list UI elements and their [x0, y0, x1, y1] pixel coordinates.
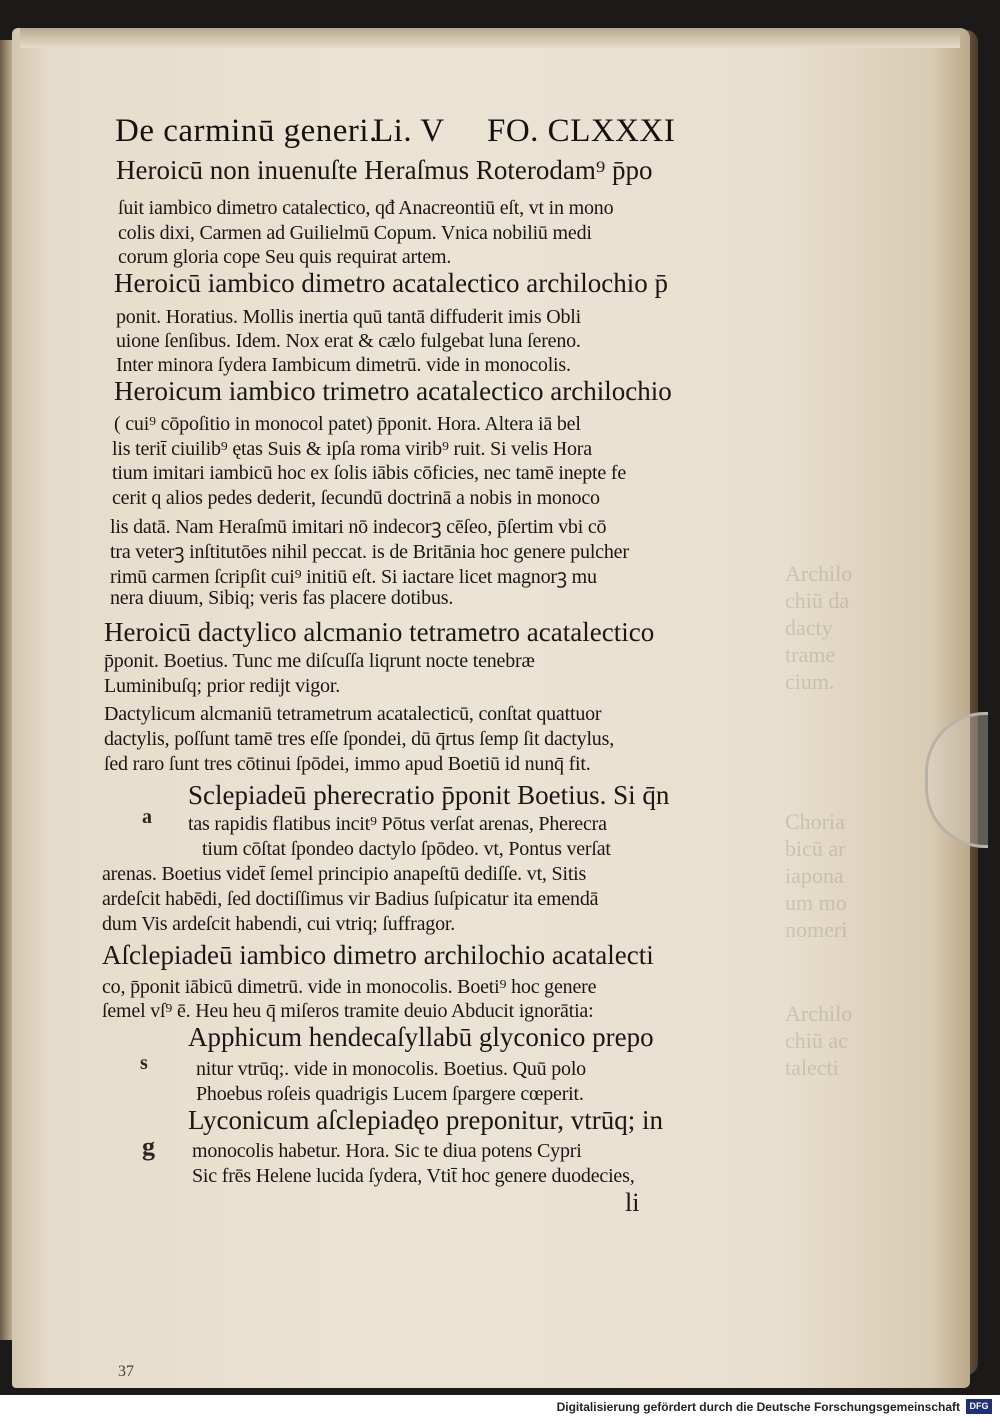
marginal-letter: s [140, 1052, 148, 1074]
text-line: arenas. Boetius videt̄ ſemel principio anapeſtū dediſſe. vt, Sitis [102, 863, 587, 885]
text-line: ſuit iambico dimetro catalectico, qđ Anacreontiū eſt, vt in mono [118, 197, 614, 219]
bleed-line: iapona [785, 863, 844, 888]
bleed-line: Archilo [785, 561, 853, 586]
text-line: nitur vtrūq;. vide in monocolis. Boetius. Quū polo [196, 1058, 586, 1080]
text-line: tium cōſtat ſpondeo dactylo ſpōdeo. vt, Pontus verſat [202, 838, 611, 860]
text-line: ardeſcit habēdi, ſed doctiſſimus vir Badius ſuſpicatur ita emendā [102, 888, 599, 910]
text-line: Heroicū dactylico alcmanio tetrametro acatalectico [104, 617, 655, 647]
text-line: colis dixi, Carmen ad Guilielmū Copum. Vnica nobiliū medi [118, 222, 592, 244]
page-top-shadow [20, 28, 960, 48]
text-line: corum gloria cope Seu quis requirat artem. [118, 246, 452, 268]
text-line: tas rapidis flatibus incit⁹ Pōtus verſat arenas, Pherecra [188, 813, 607, 835]
text-line: lis datā. Nam Heraſmū imitari nō indecorꝫ cēſeo, p̄ſertim vbi cō [110, 516, 607, 538]
text-line: nera diuum, Sibiq; veris fas placere dotibus. [110, 587, 454, 609]
bleed-line: Archilo [785, 1001, 853, 1026]
bleed-line: chiū ac [785, 1028, 848, 1053]
funding-notice: Digitalisierung gefördert durch die Deutsche Forschungsgemeinschaft [556, 1400, 960, 1414]
bleed-line: nomeri [785, 917, 848, 942]
running-head-title: De carminū generi. [115, 113, 378, 149]
text-line: tra veterꝫ inſtitutōes nihil peccat. is de Britānia hoc genere pulcher [110, 541, 629, 563]
bleed-line: cium. [785, 669, 835, 694]
text-line: ponit. Horatius. Mollis inertia quū tantā diffuderit imis Obli [116, 306, 581, 328]
running-head-book: Li. V [373, 113, 445, 149]
running-head [115, 113, 735, 153]
text-line: Luminibuſq; prior redijt vigor. [104, 675, 340, 697]
marginal-letter: g [142, 1132, 155, 1161]
text-line: Inter minora ſydera Iambicum dimetrū. vide in monocolis. [116, 354, 571, 376]
signature-mark: li [625, 1188, 640, 1217]
bleed-line: um mo [785, 890, 847, 915]
text-line: dactylis, poſſunt tamē tres eſſe ſpondei, dū q̄rtus ſemp ſit dactylus, [104, 728, 614, 750]
text-line: Phoebus roſeis quadrigis Lucem ſpargere cœperit. [196, 1083, 584, 1105]
text-line: dum Vis ardeſcit habendi, cui vtriq; ſuffragor. [102, 913, 456, 935]
text-line: rimū carmen ſcripſit cui⁹ initiū eſt. Si iactare licet magnorꝫ mu [110, 566, 597, 588]
text-line: cerit q alios pedes dederit, ſecundū doctrinā a nobis in monoco [112, 487, 600, 509]
bleed-line: bicū ar [785, 836, 846, 861]
dfg-logo: DFG [966, 1399, 992, 1414]
text-line: tium imitari iambicū hoc ex ſolis iābis cōficies, nec tamē inepte fe [112, 462, 627, 484]
text-line: Heroicum iambico trimetro acatalectico archilochio [114, 376, 672, 406]
text-line: Sic frēs Helene lucida ſydera, Vtit̄ hoc genere duodecies, [192, 1165, 635, 1187]
bleed-line: talecti [785, 1055, 839, 1080]
text-line: uione ſenſibus. Idem. Nox erat & cælo fulgebat luna ſereno. [116, 330, 581, 352]
text-line: Lyconicum aſclepiadęo preponitur, vtrūq; in [188, 1105, 664, 1135]
bleed-through-text [765, 560, 935, 1080]
text-line: Heroicū non inuenuſte Heraſmus Roterodam⁹ p̄po [116, 155, 653, 185]
bleed-line: chiū da [785, 588, 850, 613]
text-line: p̄ponit. Boetius. Tunc me diſcuſſa liqrunt nocte tenebræ [104, 650, 535, 672]
marginal-letter: a [142, 806, 152, 828]
text-line: monocolis habetur. Hora. Sic te diua potens Cypri [192, 1140, 582, 1162]
running-head-folio: FO. CLXXXI [487, 113, 676, 149]
bleed-line: dacty [785, 615, 833, 640]
stray-ink-mark: 37 [118, 1363, 134, 1380]
text-line: Apphicum hendecaſyllabū glyconico prepo [188, 1022, 654, 1052]
text-line: Heroicū iambico dimetro acatalectico archilochio p̄ [114, 268, 669, 298]
text-line: lis terit̄ ciuilib⁹ ętas Suis & ipſa roma virib⁹ ruit. Si velis Hora [112, 438, 592, 460]
text-line: Aſclepiadeū iambico dimetro archilochio acatalecti [102, 940, 654, 970]
bleed-line: trame [785, 642, 836, 667]
text-line: Dactylicum alcmaniū tetrametrum acatalecticū, conſtat quattuor [104, 703, 602, 725]
text-line: ſed raro ſunt tres cōtinui ſpōdei, immo apud Boetiū id nunq̄ fit. [104, 753, 591, 775]
bleed-line: Choria [785, 809, 845, 834]
text-line: co, p̄ponit iābicū dimetrū. vide in monocolis. Boeti⁹ hoc genere [102, 976, 597, 998]
text-line: ſemel vſ⁹ ē. Heu heu q̄ miſeros tramite deuio Abducit ignorātia: [102, 1000, 594, 1022]
text-line: ( cui⁹ cōpoſitio in monocol patet) p̄ponit. Hora. Altera iā bel [114, 413, 581, 435]
text-line: Sclepiadeū pherecratio p̄ponit Boetius. Si q̄n [188, 780, 670, 810]
